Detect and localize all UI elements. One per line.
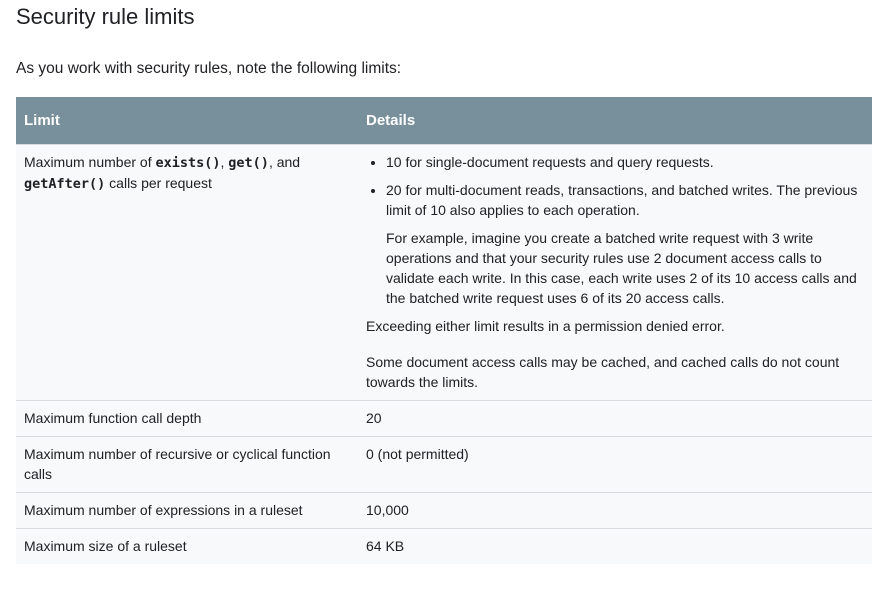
code-exists: exists() xyxy=(155,155,221,171)
table-row xyxy=(16,529,872,565)
table-row xyxy=(16,437,872,493)
page-title: Security rule limits xyxy=(16,4,195,29)
limit-cell: Maximum number of recursive or cyclical function calls xyxy=(16,437,358,493)
list-item: • 10 for single-document requests and query requests. xyxy=(386,152,864,172)
header-details: Details xyxy=(358,97,872,145)
details-paragraph: Exceeding either limit results in a permission denied error. xyxy=(366,318,725,334)
intro-text: As you work with security rules, note the following limits: xyxy=(16,60,402,77)
table-header-row xyxy=(16,97,872,145)
limit-cell: Maximum function call depth xyxy=(16,401,358,437)
details-paragraph: Some document access calls may be cached, and cached calls do not count towards the limits. xyxy=(366,354,840,390)
list-item: • 20 for multi-document reads, transactions, and batched writes. The previous limit of 10 also applies to each operation. For example, imagine you create a batched write request with 3 write operations and that your security rules use 2 document access calls to validate each write. In this case, each write uses 2 of its 10 access calls and the batched write request uses 6 of its 20 access calls. xyxy=(386,180,864,308)
example-paragraph: For example, imagine you create a batched write request with 3 write operations and that your security rules use 2 document access calls to validate each write. In this case, each write uses 2 of its 10 access calls and the batched write request uses 6 of its 20 access calls. xyxy=(386,230,857,306)
details-cell: 64 KB xyxy=(358,529,872,565)
limit-text-sep: , xyxy=(220,154,229,170)
table-row xyxy=(16,145,872,401)
limits-table xyxy=(16,97,872,564)
limit-text-sep: , and xyxy=(268,154,301,170)
limit-cell: Maximum number of expressions in a ruleset xyxy=(16,493,358,529)
details-cell xyxy=(358,145,872,401)
limit-text-prefix: Maximum number of xyxy=(24,154,156,170)
details-cell: 10,000 xyxy=(358,493,872,529)
limit-cell xyxy=(16,145,358,401)
limit-text-suffix: calls per request xyxy=(105,175,212,191)
header-limit: Limit xyxy=(16,97,358,145)
details-list xyxy=(366,152,864,308)
details-cell: 0 (not permitted) xyxy=(358,437,872,493)
code-get: get() xyxy=(228,155,269,171)
table-row xyxy=(16,493,872,529)
table-row xyxy=(16,401,872,437)
code-getafter: getAfter() xyxy=(24,176,106,192)
limit-cell: Maximum size of a ruleset xyxy=(16,529,358,565)
details-cell: 20 xyxy=(358,401,872,437)
